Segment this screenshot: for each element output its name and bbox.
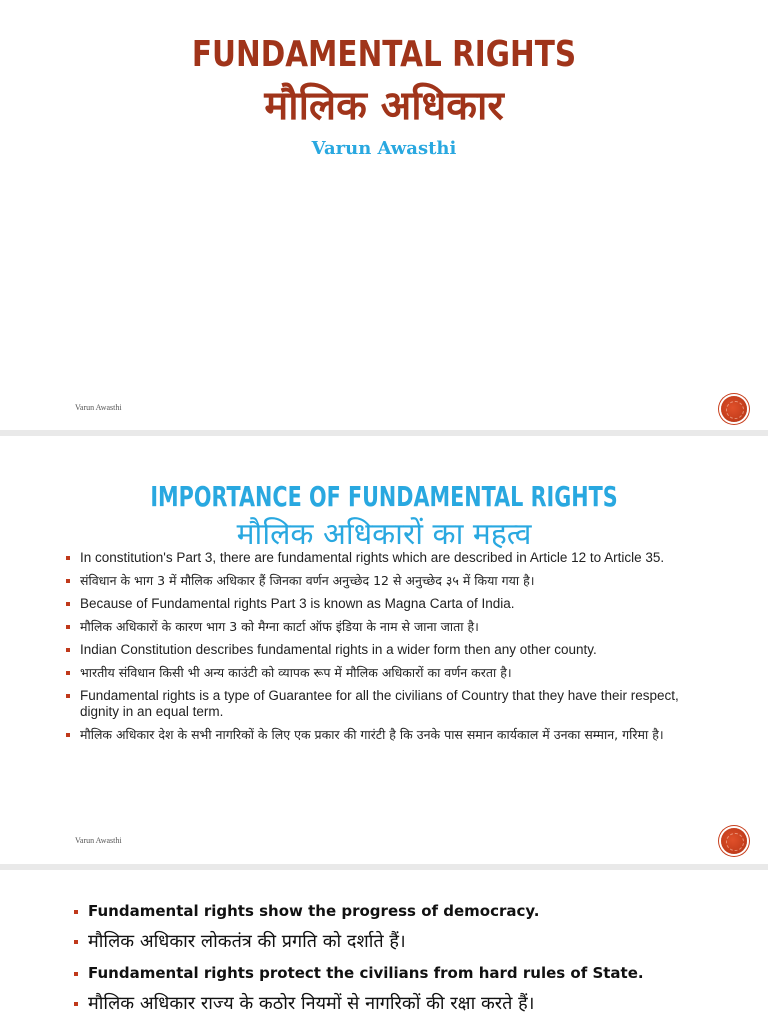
list-item: Because of Fundamental rights Part 3 is known as Magna Carta of India. <box>66 596 706 612</box>
slide2-footer: Varun Awasthi <box>75 836 122 845</box>
list-item: मौलिक अधिकारों के कारण भाग 3 को मैग्ना कार्टा ऑफ इंडिया के नाम से जाना जाता है। <box>66 619 706 635</box>
slide2-title-hindi: मौलिक अधिकारों का महत्व <box>236 517 532 552</box>
list-item: Fundamental rights is a type of Guarantee for all the civilians of Country that they have their respect, dignity in an equal term. <box>66 688 706 720</box>
red-circle-icon <box>721 828 747 854</box>
slide1-footer: Varun Awasthi <box>75 403 122 412</box>
list-item: संविधान के भाग 3 में मौलिक अधिकार हैं जिनका वर्णन अनुच्छेद 12 से अनुच्छेद ३५ में किया गया है। <box>66 573 706 589</box>
list-item: Fundamental rights protect the civilians from hard rules of State. <box>74 962 754 984</box>
slide2-bullet-list <box>66 550 706 750</box>
slide-democracy <box>0 870 768 1024</box>
slide2-title-english: IMPORTANCE OF FUNDAMENTAL RIGHTS <box>150 480 618 513</box>
list-item: मौलिक अधिकार राज्य के कठोर नियमों से नागरिकों की रक्षा करते हैं। <box>74 992 754 1016</box>
slide1-title-hindi: मौलिक अधिकार <box>264 83 504 129</box>
list-item: Fundamental rights show the progress of democracy. <box>74 900 754 922</box>
list-item: Indian Constitution describes fundamental rights in a wider form then any other county. <box>66 642 706 658</box>
red-circle-icon <box>721 396 747 422</box>
list-item: In constitution's Part 3, there are fundamental rights which are described in Article 12 to Article 35. <box>66 550 706 566</box>
list-item: मौलिक अधिकार लोकतंत्र की प्रगति को दर्शाते हैं। <box>74 930 754 954</box>
list-item: भारतीय संविधान किसी भी अन्य काउंटी को व्यापक रूप में मौलिक अधिकारों का वर्णन करता है। <box>66 665 706 681</box>
list-item: मौलिक अधिकार देश के सभी नागरिकों के लिए एक प्रकार की गारंटी है कि उनके पास समान कार्यकाल में उनका सम्मान, गरिमा है। <box>66 727 706 743</box>
slide1-author: Varun Awasthi <box>311 138 457 159</box>
slide1-title-english: FUNDAMENTAL RIGHTS <box>191 34 577 75</box>
slide-importance <box>0 436 768 866</box>
slide3-bullet-list <box>74 900 754 1024</box>
slide-title <box>0 0 768 430</box>
